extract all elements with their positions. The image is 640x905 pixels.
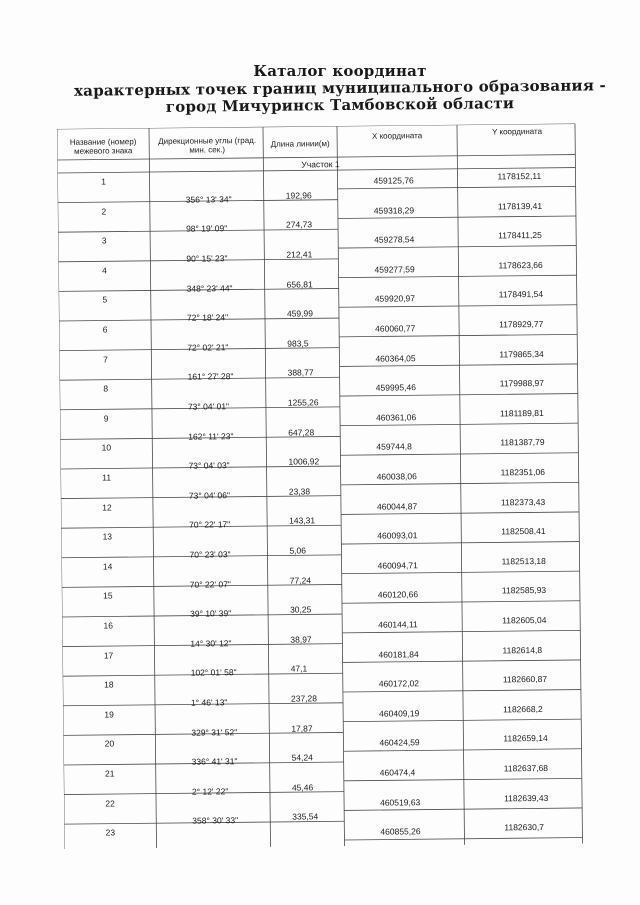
- point-number: 1: [101, 176, 106, 187]
- point-number: 23: [105, 827, 116, 838]
- column-rule: [337, 126, 345, 849]
- point-x-coordinate: 460172,02: [378, 678, 420, 689]
- segment-length: 17,87: [291, 722, 313, 734]
- segment-length: 459,99: [286, 308, 313, 319]
- document-title-line-1: Каталог координат: [253, 62, 427, 80]
- point-x-coordinate: 460855,26: [380, 826, 421, 837]
- point-x-coordinate: 460409,19: [379, 708, 420, 719]
- coordinate-row-rule: [340, 453, 578, 455]
- point-x-coordinate: 459277,59: [374, 264, 415, 275]
- point-y-coordinate: 1182668,2: [503, 703, 543, 715]
- coordinate-row-rule: [342, 630, 580, 632]
- point-y-coordinate: 1178152,11: [497, 170, 542, 182]
- point-y-coordinate: 1181189,81: [499, 407, 544, 419]
- point-y-coordinate: 1182660,87: [502, 674, 548, 685]
- header-x: X координата: [371, 131, 423, 141]
- segment-direction-angle: 102° 01' 58": [190, 667, 237, 679]
- point-x-coordinate: 460120,66: [377, 589, 419, 601]
- point-number: 18: [104, 679, 114, 690]
- segment-length: 1255,26: [287, 397, 319, 408]
- segment-length: 212,41: [286, 249, 313, 260]
- coordinate-row-rule: [341, 542, 579, 544]
- segment-direction-angle: 161° 27' 28": [187, 371, 234, 383]
- segment-direction-angle: 70° 22' 17": [189, 519, 231, 531]
- coordinate-row-rule: [340, 394, 578, 396]
- coordinate-row-rule: [339, 305, 577, 307]
- point-number: 13: [102, 531, 113, 542]
- point-y-coordinate: 1182614,8: [502, 644, 543, 655]
- point-number: 14: [102, 561, 113, 572]
- segment-direction-angle: 73° 04' 06": [188, 490, 231, 501]
- segment-length: 274,73: [285, 219, 313, 230]
- coordinate-row-rule: [342, 601, 580, 603]
- segment-direction-angle: 90° 15' 23": [186, 253, 228, 264]
- point-number: 22: [105, 798, 115, 809]
- segment-direction-angle: 73° 04' 03": [188, 460, 230, 471]
- point-number: 5: [102, 294, 108, 305]
- point-x-coordinate: 460144,11: [378, 619, 418, 630]
- point-y-coordinate: 1182659,14: [503, 733, 548, 744]
- point-y-coordinate: 1182351,06: [500, 466, 545, 478]
- point-number: 11: [102, 472, 112, 483]
- point-number: 2: [101, 206, 107, 217]
- coordinate-row-rule: [344, 778, 582, 780]
- point-x-coordinate: 459744,8: [376, 441, 412, 453]
- point-x-coordinate: 460181,84: [378, 648, 419, 660]
- point-x-coordinate: 460060,77: [375, 323, 416, 334]
- segment-direction-angle: 348° 23' 44": [186, 282, 233, 294]
- segment-length: 143,31: [289, 515, 316, 526]
- point-number: 7: [102, 354, 108, 365]
- column-rule: [575, 124, 583, 849]
- segment-direction-angle: 2° 12' 22": [191, 786, 229, 797]
- header-y: Y координата: [491, 126, 543, 137]
- point-y-coordinate: 1182639,43: [503, 792, 549, 803]
- point-x-coordinate: 460044,87: [376, 500, 418, 512]
- point-x-coordinate: 460038,06: [376, 471, 417, 482]
- point-y-coordinate: 1182630,7: [504, 822, 544, 833]
- segment-length: 47,1: [290, 663, 308, 674]
- point-x-coordinate: 460474,4: [379, 767, 416, 778]
- coordinate-row-rule: [340, 423, 578, 425]
- segment-direction-angle: 73° 04' 01": [187, 401, 230, 412]
- segment-direction-angle: 70° 22' 07": [189, 578, 231, 590]
- point-y-coordinate: 1182605,04: [502, 614, 547, 626]
- point-x-coordinate: 459995,46: [375, 382, 416, 393]
- point-number: 8: [103, 383, 109, 394]
- coordinate-row-rule: [342, 571, 580, 573]
- segment-length: 38,97: [290, 634, 312, 645]
- column-rule: [457, 125, 465, 849]
- coordinate-row-rule: [343, 719, 581, 721]
- point-number: 17: [103, 650, 114, 661]
- segment-length: 983,5: [287, 338, 309, 349]
- coordinate-row-rule: [343, 690, 581, 692]
- segment-direction-angle: 72° 18' 24": [186, 312, 229, 323]
- point-y-coordinate: 1182373,43: [500, 496, 546, 507]
- section-label: Участок 1: [301, 159, 340, 170]
- segment-direction-angle: 39° 10' 39": [190, 608, 232, 619]
- segment-length: 1006,92: [288, 456, 320, 467]
- segment-length: 237,28: [290, 693, 318, 704]
- segment-length: 192,96: [285, 190, 312, 201]
- point-number: 21: [104, 768, 115, 779]
- point-y-coordinate: 1178411,25: [498, 230, 542, 241]
- segment-length: 77,24: [289, 574, 312, 586]
- point-y-coordinate: 1182585,93: [501, 585, 547, 596]
- point-number: 15: [103, 590, 113, 601]
- segment-length: 30,25: [289, 604, 312, 615]
- segment-length: 54,24: [291, 752, 313, 763]
- point-y-coordinate: 1182637,68: [503, 762, 549, 774]
- column-rule: [263, 127, 271, 849]
- coordinate-row-rule: [344, 838, 582, 840]
- coordinate-row-rule: [341, 482, 579, 484]
- point-number: 16: [103, 620, 113, 631]
- point-y-coordinate: 1178623,66: [498, 259, 543, 271]
- point-y-coordinate: 1178929,77: [499, 318, 544, 330]
- coordinate-row-rule: [341, 512, 579, 514]
- segment-direction-angle: 162° 11' 23": [188, 430, 234, 442]
- point-x-coordinate: 459125,76: [373, 175, 414, 186]
- coordinate-row-rule: [344, 808, 582, 810]
- point-number: 12: [102, 502, 112, 513]
- header-angle: Дирекционные углы (град. мин. сек.): [158, 135, 257, 155]
- segment-length: 647,28: [288, 426, 315, 438]
- point-y-coordinate: 1182513,18: [501, 555, 546, 567]
- segment-direction-angle: 336° 41' 31": [191, 756, 238, 767]
- point-x-coordinate: 459278,54: [374, 234, 415, 245]
- segment-direction-angle: 14° 30' 12": [190, 637, 232, 649]
- point-x-coordinate: 460519,63: [380, 796, 421, 808]
- point-y-coordinate: 1178491,54: [498, 289, 544, 300]
- point-x-coordinate: 460361,06: [375, 412, 417, 423]
- point-y-coordinate: 1182508,41: [501, 526, 546, 537]
- point-number: 6: [102, 324, 108, 335]
- coordinate-row-rule: [338, 186, 576, 188]
- point-x-coordinate: 459318,29: [373, 204, 415, 216]
- point-number: 9: [103, 413, 109, 424]
- point-x-coordinate: 460093,01: [377, 530, 418, 541]
- segment-direction-angle: 358° 30' 33": [192, 815, 239, 827]
- header-name: Название (номер) межевого знака: [69, 137, 137, 156]
- segment-length: 656,81: [286, 278, 313, 290]
- segment-direction-angle: 356° 13' 34": [185, 193, 232, 205]
- segment-length: 5,06: [289, 545, 307, 556]
- header-length: Длина линии(м): [270, 139, 330, 149]
- point-x-coordinate: 459920,97: [374, 293, 416, 305]
- segment-direction-angle: 72° 02' 21": [187, 342, 229, 353]
- point-y-coordinate: 1179988,97: [499, 378, 545, 389]
- coordinates-table: [57, 124, 585, 849]
- document-title-line-2: характерных точек границ муниципального образования -: [73, 76, 607, 100]
- segment-length: 23,38: [288, 486, 311, 497]
- point-number: 4: [102, 265, 107, 276]
- coordinate-row-rule: [338, 246, 576, 248]
- point-number: 10: [101, 442, 112, 453]
- point-x-coordinate: 460364,05: [375, 352, 416, 364]
- point-x-coordinate: 460094,71: [377, 560, 418, 571]
- coordinate-row-rule: [339, 334, 577, 336]
- point-y-coordinate: 1181387,79: [500, 437, 545, 448]
- segment-length: 335,54: [292, 811, 319, 822]
- coordinate-row-rule: [340, 364, 578, 366]
- segment-direction-angle: 98° 19' 09": [186, 223, 228, 235]
- point-x-coordinate: 460424,59: [379, 737, 420, 749]
- segment-direction-angle: 1° 46' 13": [190, 697, 228, 708]
- coordinate-row-rule: [343, 660, 581, 662]
- segment-direction-angle: 70° 23' 03": [189, 549, 231, 560]
- coordinate-row-rule: [339, 275, 577, 277]
- point-number: 3: [101, 235, 107, 246]
- document-title-line-3: город Мичуринск Тамбовской области: [165, 94, 515, 116]
- point-y-coordinate: 1179865,34: [499, 348, 544, 359]
- point-y-coordinate: 1178139,41: [497, 200, 543, 211]
- coordinate-row-rule: [344, 749, 582, 751]
- segment-direction-angle: 329° 31' 52": [191, 726, 238, 738]
- point-number: 19: [104, 709, 114, 720]
- coordinate-row-rule: [338, 216, 576, 218]
- point-number: 20: [104, 738, 115, 749]
- segment-length: 388,77: [287, 367, 314, 378]
- segment-length: 45,46: [291, 782, 314, 793]
